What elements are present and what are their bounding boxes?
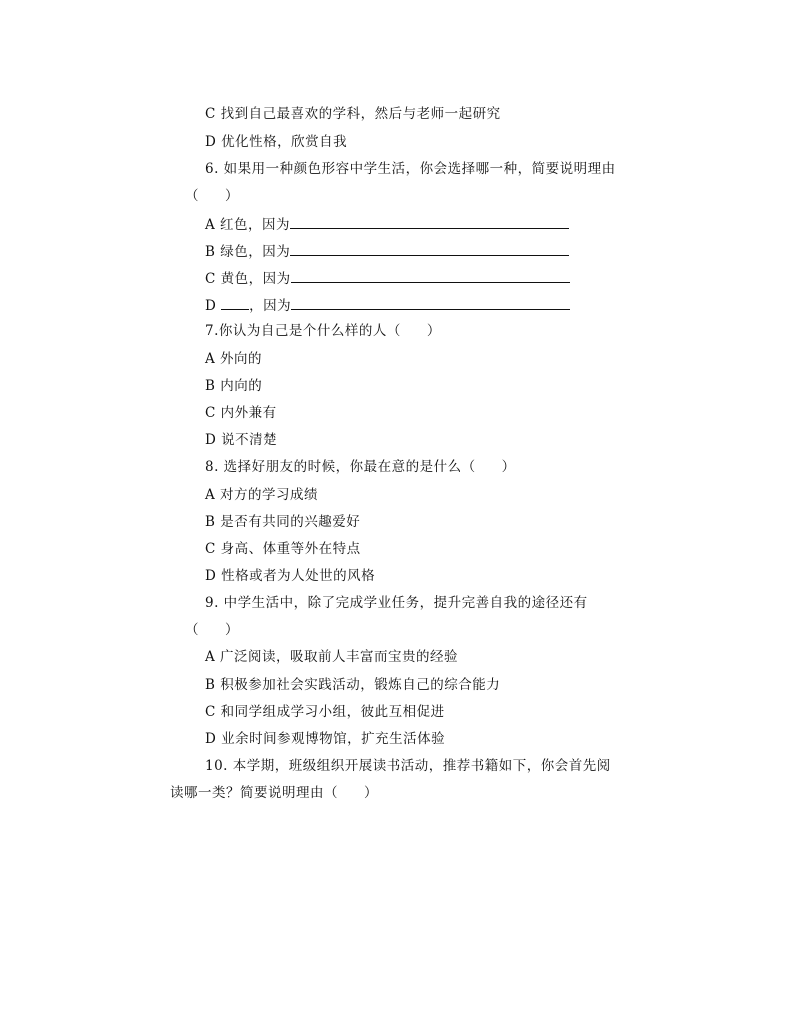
option-7b [205, 377, 262, 395]
option-9a-text: A 广泛阅读，吸取前人丰富而宝贵的经验 [205, 649, 459, 665]
option-8d [205, 567, 375, 585]
option-8d-text: D 性格或者为人处世的风格 [205, 568, 376, 584]
option-6c [205, 268, 570, 288]
question-10-text: 10. 本学期，班级组织开展读书活动，推荐书籍如下，你会首先阅 [205, 758, 611, 774]
option-9c-text: C 和同学组成学习小组，彼此互相促进 [205, 704, 445, 720]
option-6d-blank[interactable] [291, 295, 570, 310]
option-5c [205, 105, 501, 123]
paren-close: ） [225, 622, 239, 638]
option-8c [205, 540, 361, 558]
option-9a [205, 648, 458, 666]
option-9c [205, 703, 445, 721]
paren-close: ） [225, 188, 239, 204]
question-7-text: 7.你认为自己是个什么样的人（ [205, 323, 401, 339]
option-7d-text: D 说不清楚 [205, 432, 278, 448]
option-7d [205, 431, 277, 449]
option-9d [205, 730, 445, 748]
paren-open: （ [185, 622, 199, 638]
option-9b [205, 676, 500, 694]
question-10-continued [170, 784, 378, 802]
question-6-answer-paren [185, 187, 239, 205]
option-6c-blank[interactable] [291, 268, 570, 283]
option-6b-text: B 绿色，因为 [205, 244, 291, 260]
option-8a-text: A 对方的学习成绩 [205, 487, 319, 503]
paren-close: ） [426, 323, 441, 339]
option-5d [205, 133, 347, 151]
option-5c-text: C 找到自己最喜欢的学科，然后与老师一起研究 [205, 106, 501, 122]
option-9b-text: B 积极参加社会实践活动，锻炼自己的综合能力 [205, 677, 501, 693]
question-10-text-continued: 读哪一类？简要说明理由（ [170, 785, 338, 801]
option-8a [205, 486, 318, 504]
option-6a [205, 214, 569, 234]
question-9-text: 9. 中学生活中，除了完成学业任务，提升完善自我的途径还有 [205, 595, 588, 611]
question-10 [205, 757, 611, 775]
option-6a-blank[interactable] [290, 214, 569, 229]
option-6d [205, 295, 570, 315]
option-7c [205, 404, 277, 422]
question-7 [205, 322, 441, 340]
question-9-answer-paren [185, 621, 239, 639]
paren-open: （ [185, 188, 199, 204]
question-6 [205, 160, 616, 178]
option-6a-text: A 红色，因为 [205, 217, 291, 233]
option-7c-text: C 内外兼有 [205, 405, 277, 421]
question-8-text: 8. 选择好朋友的时候，你最在意的是什么（ [205, 459, 476, 475]
option-7a-text: A 外向的 [205, 351, 263, 367]
option-5d-text: D 优化性格，欣赏自我 [205, 134, 348, 150]
option-6d-color-blank[interactable] [221, 295, 249, 310]
option-8b [205, 513, 360, 531]
option-9d-text: D 业余时间参观博物馆，扩充生活体验 [205, 731, 446, 747]
option-6d-letter: D [205, 298, 217, 314]
question-6-text: 6. 如果用一种颜色形容中学生活，你会选择哪一种，简要说明理由 [205, 161, 616, 177]
option-7a [205, 350, 262, 368]
option-7b-text: B 内向的 [205, 378, 263, 394]
option-6b [205, 241, 569, 261]
option-8b-text: B 是否有共同的兴趣爱好 [205, 514, 361, 530]
question-8 [205, 458, 516, 476]
question-9 [205, 594, 588, 612]
option-6d-text: ，因为 [249, 298, 292, 314]
paren-close: ） [501, 459, 516, 475]
option-6c-text: C 黄色，因为 [205, 271, 291, 287]
option-6b-blank[interactable] [290, 241, 569, 256]
option-8c-text: C 身高、体重等外在特点 [205, 541, 361, 557]
paren-close: ） [364, 785, 378, 801]
